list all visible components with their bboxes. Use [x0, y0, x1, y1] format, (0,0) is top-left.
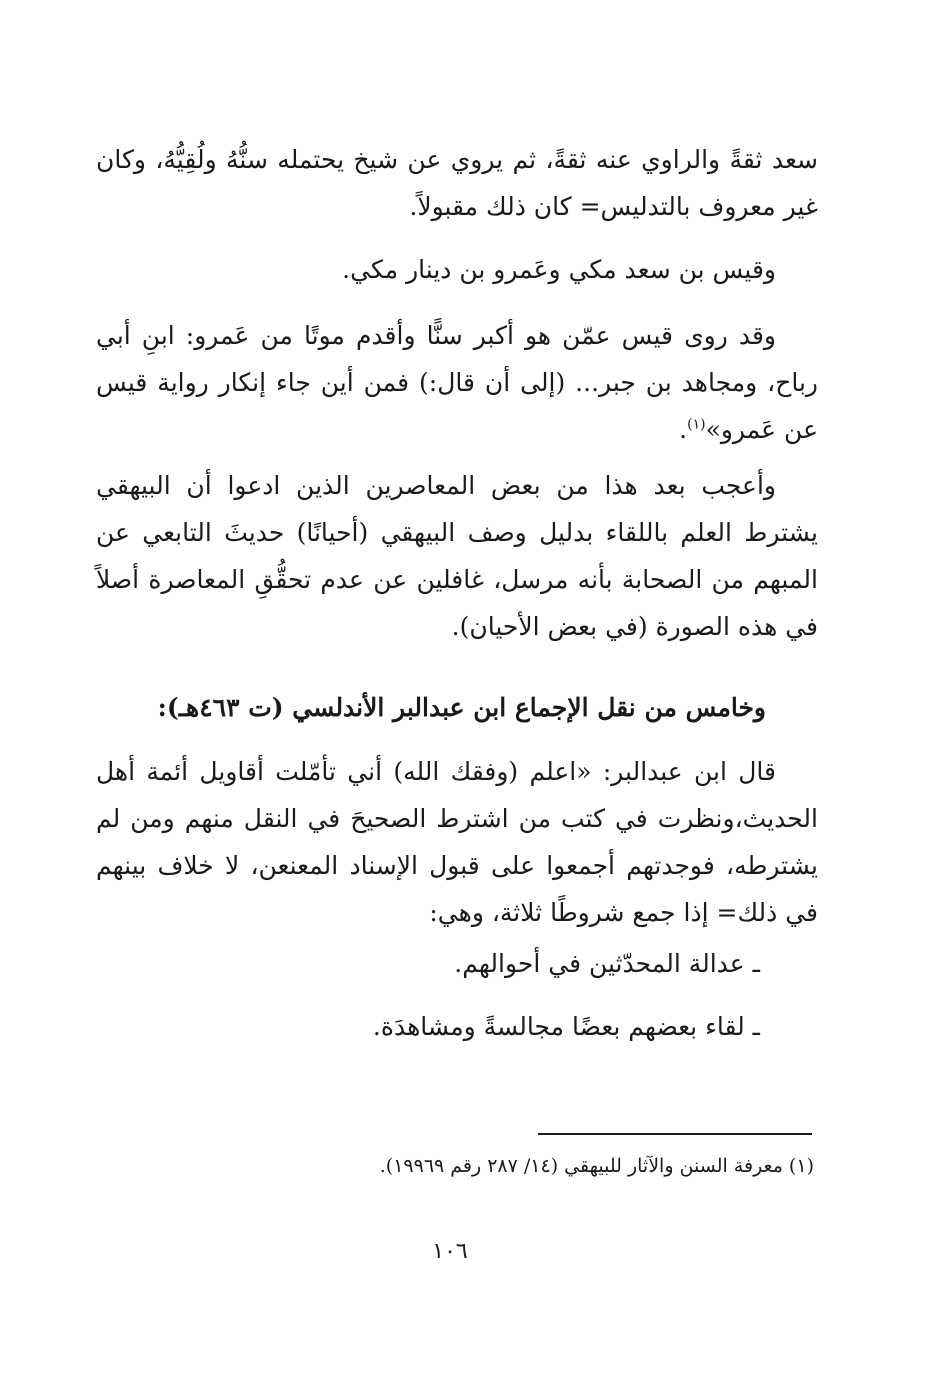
- paragraph-4: [96, 462, 818, 650]
- footnote-reference[interactable]: (١): [687, 416, 706, 433]
- paragraph-3-end: .: [679, 415, 688, 444]
- paragraph-3: [96, 312, 818, 453]
- list-item: ـ لقاء بعضهم بعضًا مجالسةً ومشاهدَة.: [372, 1012, 760, 1041]
- paragraph-2-text: وقيس بن سعد مكي وعَمرو بن دينار مكي.: [342, 255, 776, 284]
- section-heading: وخامس من نقل الإجماع ابن عبدالبر الأندلسي (ت ٤٦٣هـ):: [157, 693, 766, 722]
- paragraph-3-text: [96, 312, 818, 453]
- page-number: ١٠٦: [432, 1239, 468, 1264]
- paragraph-1-text: سعد ثقةً والراوي عنه ثقةً، ثم يروي عن شيخ يحتمله سنُّهُ ولُقِيُّهُ، وكان غير معروف بالتدليس= كان ذلك مقبولاً.: [96, 145, 818, 221]
- paragraph-4-text: وأعجب بعد هذا من بعض المعاصرين الذين ادعوا أن البيهقي يشترط العلم باللقاء بدليل وصف البيهقي (أحيانًا) حديثَ التابعي عن المبهم من الصحابة بأنه مرسل، غافلين عن عدم تحقُّقِ المعاصرة أصلاً في هذه الصورة (في بعض الأحيان).: [96, 471, 818, 641]
- footnote: (١) معرفة السنن والآثار للبيهقي (١٤/ ٢٨٧ رقم ١٩٩٦٩).: [379, 1155, 814, 1177]
- list-item: ـ عدالة المحدّثين في أحوالهم.: [454, 949, 760, 978]
- paragraph-1: [96, 136, 818, 230]
- paragraph-5-text: قال ابن عبدالبر: «اعلم (وفقك الله) أني تأمّلت أقاويل أئمة أهل الحديث،ونظرت في كتب من اشترط الصحيحَ في النقل منهم ومن لم يشترطه، فوجدتهم أجمعوا على قبول الإسناد المعنعن، لا خلاف بينهم في ذلك= إذا جمع شروطًا ثلاثة، وهي:: [96, 757, 818, 927]
- paragraph-2: [96, 246, 818, 293]
- footnote-separator: [538, 1133, 812, 1135]
- paragraph-3-body: وقد روى قيس عمّن هو أكبر سنًّا وأقدم موتًا من عَمرو: ابنِ أبي رباح، ومجاهد بن جبر... (إلى أن قال:) فمن أين جاء إنكار رواية قيس عن عَمرو»: [96, 321, 818, 444]
- paragraph-5: [96, 748, 818, 936]
